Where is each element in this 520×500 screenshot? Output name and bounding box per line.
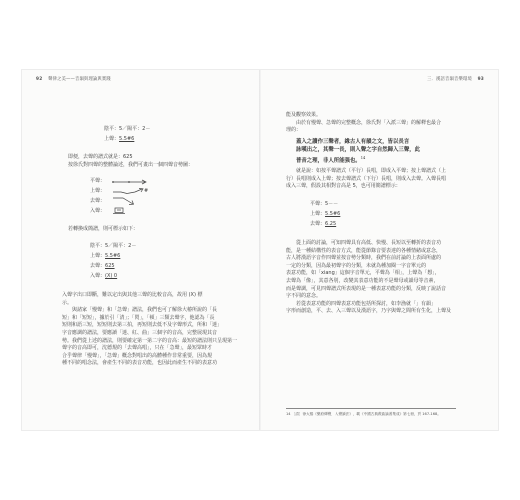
right-page-number: 93 bbox=[477, 77, 484, 82]
left-eq-yinping: 陰平：5／陽平：2－ bbox=[90, 243, 137, 249]
left-eq-ru bbox=[90, 273, 117, 280]
text-line: 字音應調的譜法，要應讀「迷、紅、曲」三個字的音高，完整展現其音 bbox=[62, 329, 218, 336]
text-line: 種不同的唱念法，會產生不同的表音功能，也因此而產生不同的表意功 bbox=[62, 360, 218, 367]
tone-row-label: 上聲： bbox=[90, 188, 106, 194]
left-eq-shang2-label: 上聲： bbox=[90, 253, 106, 259]
left-eq-shang2 bbox=[90, 253, 120, 260]
falling-arrow-icon bbox=[111, 196, 151, 206]
block-quote bbox=[296, 138, 466, 165]
text-line: 若從表意功能的四聲表意功能包括所探討，如李漁就「」有韻」 bbox=[286, 300, 437, 307]
left-para1-line1: 即便，去聲的譜式就是：625 bbox=[68, 154, 133, 160]
left-eq-ru-value: (X) 0 bbox=[105, 273, 118, 279]
text-line: 從上面的討論，可知四聲具有高低、快慢、長短以至轉折的表音功 bbox=[286, 240, 442, 246]
text-line: 示。 bbox=[62, 299, 73, 306]
left-eq-shangsheng-value: 5.5#6 bbox=[119, 136, 135, 142]
left-eq-qu bbox=[90, 263, 115, 270]
right-eq-qu bbox=[310, 221, 336, 228]
right-page-header bbox=[427, 76, 484, 82]
footnote-ref: 14 bbox=[360, 156, 366, 160]
text-line: 短則和語三短，短短則去第三拍，再短則去低不及字聲形式，所和「迷」 bbox=[62, 322, 223, 329]
tone-row-label: 去聲： bbox=[90, 198, 106, 204]
quote-line bbox=[296, 154, 466, 165]
text-line: 行）長唱則成入上聲；按去聲譜式（下行）長唱，則成入去聲。入聲長唱 bbox=[286, 175, 447, 182]
text-line: 入聲字出口即斷，難以定出與其他三聲的比較音高，故用 (X) 標 bbox=[62, 292, 203, 298]
right-para1 bbox=[286, 112, 472, 135]
flat-arrow-icon bbox=[111, 178, 151, 186]
text-line: 就是說：如按平聲譜式（平行）長唱，即成入平聲；按上聲譜式（上 bbox=[286, 168, 447, 174]
left-para2: 若轉換成簡譜，則可標示如下： bbox=[68, 226, 139, 232]
left-eq-shangsheng bbox=[104, 136, 134, 143]
left-eq-qu-label: 去聲： bbox=[90, 263, 106, 269]
right-eq-shang-value: 5.5#6 bbox=[325, 211, 341, 217]
right-eq-ping: 平聲：5－－ bbox=[310, 201, 339, 207]
text-line: 勢。我們從上述的譜法，則要確定第一第二字的音高：最短的譜法則只呈現第一 bbox=[62, 337, 238, 344]
right-eq-qu-value: 6.25 bbox=[325, 221, 337, 227]
text-line: 由於有慢聲、急聲的完整概念，徐氏對「入派三聲」的解釋也最合 bbox=[286, 119, 442, 126]
left-para1-line2: 按徐氏對四聲的整體論述，我們可畫出一個四聲音勢圖： bbox=[68, 162, 194, 168]
text-line: 成入三聲，假設其相對音高是 5，也可用簡譜標示： bbox=[286, 183, 401, 190]
text-line: 一定的分類，因為最初聲字的分類，未就為種加閱一字音單元的 bbox=[286, 262, 427, 269]
left-page-number: 92 bbox=[36, 77, 43, 82]
right-running-title: 三．漢語音韻音樂環境 bbox=[427, 77, 473, 82]
text-line: 能及觀察效果。 bbox=[286, 112, 322, 118]
tone-row-label: 入聲： bbox=[90, 208, 106, 214]
quote-line-text: 普音之理，非人所能强也。 bbox=[296, 157, 361, 164]
right-eq-shang-label: 上聲： bbox=[310, 211, 326, 217]
left-eq-qu-value: 625 bbox=[105, 263, 115, 269]
footnote-rule bbox=[286, 408, 456, 409]
quote-line: 詠嘆出之，其聲一長，則入聲之字自然歸入三聲，此 bbox=[296, 147, 420, 153]
text-line: 字形而創造，平、去、入三聲以及漢語字，乃字與聲之間所有生化，上聲及 bbox=[286, 308, 452, 315]
left-eq-shang2-value: 5.5#6 bbox=[105, 253, 121, 259]
left-eq-pingsheng: 陰平：5／陽平：2－ bbox=[104, 126, 151, 132]
right-eq-qu-label: 去聲： bbox=[310, 221, 326, 227]
text-line: 短」和「短短」，據於引「清」；「閃」，「頓」三類去聲字，他認為「長 bbox=[62, 314, 215, 321]
text-line: 表意功能，如「xiang」這個字音單元，平聲為「相」，上聲為「想」， bbox=[286, 270, 440, 277]
quote-line: 蓋入之讀作三聲者，緣古人有韻之文，皆以長言 bbox=[296, 139, 410, 145]
text-line: 與諸家「慢聲」和「急聲」譜法，我們也可了解徐大椿所說的「長 bbox=[62, 307, 218, 314]
text-line: 古人將漢語字音作四聲並按音勢分類時，我們在前討論的上表面所處的 bbox=[286, 255, 442, 262]
right-eq-shang bbox=[310, 211, 340, 218]
left-para3 bbox=[62, 292, 250, 368]
footnote bbox=[286, 412, 441, 417]
left-page-header bbox=[36, 76, 111, 82]
text-line: 去聲為「像」，其意各別，改變其表意功能的不是聲母或韻母等音素， bbox=[286, 277, 439, 284]
left-eq-shangsheng-label: 上聲： bbox=[104, 136, 120, 142]
right-para2 bbox=[286, 168, 472, 191]
text-line: 合乎聲律「慢聲」，「急聲」概念對唱出的高體種作非常重要，因為規 bbox=[62, 352, 213, 359]
footnote-number: 14 bbox=[286, 412, 291, 416]
stop-mark-icon bbox=[111, 206, 151, 215]
text-line: 字不同的意念。 bbox=[286, 293, 322, 300]
tone-row-label: 平聲： bbox=[90, 178, 106, 184]
text-line: 理的： bbox=[286, 127, 302, 134]
left-running-title: 聲律之美——音韻與理論與實踐 bbox=[47, 77, 111, 82]
text-line: 而是聲調，可見四聲譜式所表現的是一種表意功能的分類，反映了說話音 bbox=[286, 285, 447, 292]
right-para3 bbox=[286, 240, 472, 316]
footnote-text: ［清］徐大椿《樂府傳聲．入聲讀法》，載《中國古典戲曲論著集成》第七冊，頁 167-168。 bbox=[291, 412, 441, 416]
text-line: 能，是一種結構性的表音方式，能從節錄音要表達的各種情緒或意念， bbox=[286, 247, 442, 254]
text-line: 聲字的音高即可，沈德規的「去聲高唱」，只在「急聲」，最短眾時才 bbox=[62, 345, 213, 352]
book-gutter bbox=[259, 70, 261, 430]
left-eq-ru-label: 入聲： bbox=[90, 273, 106, 279]
tone-row-ending: # bbox=[144, 188, 149, 194]
